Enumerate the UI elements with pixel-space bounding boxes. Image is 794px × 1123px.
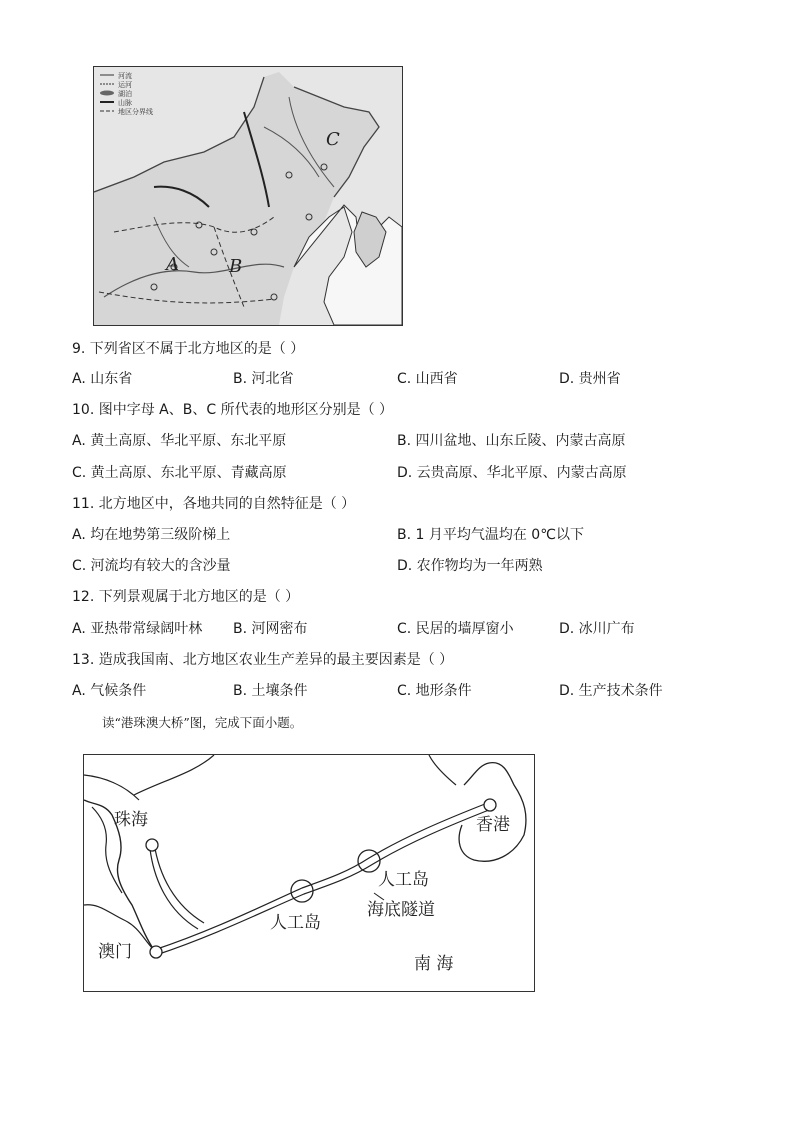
q9-option-c: C. 山西省	[397, 371, 458, 387]
q12-option-c: C. 民居的墙厚窗小	[397, 621, 514, 637]
q13-option-c: C. 地形条件	[397, 683, 472, 699]
q11-option-d: D. 农作物均为一年两熟	[397, 558, 543, 574]
question-10: 10. 图中字母 A、B、C 所代表的地形区分别是（ ）	[72, 402, 394, 418]
q13-option-a: A. 气候条件	[72, 683, 147, 699]
q12-option-d: D. 冰川广布	[559, 621, 635, 637]
reading-intro: 读“港珠澳大桥”图，完成下面小题。	[102, 715, 303, 730]
label-tunnel: 海底隧道	[367, 900, 435, 920]
q11-option-b: B. 1 月平均气温均在 0℃以下	[397, 527, 584, 543]
label-macau: 澳门	[98, 942, 132, 962]
label-b: B	[229, 256, 243, 277]
q10-option-a: A. 黄土高原、华北平原、东北平原	[72, 433, 287, 449]
hzmb-map-svg	[84, 755, 534, 991]
legend-river: 河流	[118, 72, 132, 80]
q10-option-d: D. 云贵高原、华北平原、内蒙古高原	[397, 465, 627, 481]
question-13: 13. 造成我国南、北方地区农业生产差异的最主要因素是（ ）	[72, 652, 454, 668]
label-hongkong: 香港	[476, 815, 510, 835]
question-12: 12. 下列景观属于北方地区的是（ ）	[72, 589, 300, 605]
label-c: C	[326, 129, 340, 150]
q11-option-a: A. 均在地势第三级阶梯上	[72, 527, 231, 543]
hzmb-map	[83, 754, 535, 992]
legend-boundary: 地区分界线	[118, 108, 153, 116]
question-9: 9. 下列省区不属于北方地区的是（ ）	[72, 341, 305, 357]
north-china-map	[93, 66, 403, 326]
label-zhuhai: 珠海	[114, 810, 148, 830]
north-china-map-svg	[94, 67, 402, 325]
q13-option-b: B. 土壤条件	[233, 683, 308, 699]
question-11: 11. 北方地区中，各地共同的自然特征是（ ）	[72, 496, 356, 512]
label-south-sea: 南 海	[414, 954, 454, 974]
legend-mountain: 山脉	[118, 99, 132, 107]
q11-option-c: C. 河流均有较大的含沙量	[72, 558, 231, 574]
legend-canal: 运河	[118, 81, 132, 89]
q10-option-c: C. 黄土高原、东北平原、青藏高原	[72, 465, 287, 481]
q9-option-b: B. 河北省	[233, 371, 294, 387]
q10-option-b: B. 四川盆地、山东丘陵、内蒙古高原	[397, 433, 626, 449]
q9-option-d: D. 贵州省	[559, 371, 621, 387]
label-island-upper: 人工岛	[378, 870, 429, 890]
q9-option-a: A. 山东省	[72, 371, 133, 387]
map-legend	[100, 71, 153, 116]
q12-option-b: B. 河网密布	[233, 621, 308, 637]
label-a: A	[166, 254, 179, 275]
q12-option-a: A. 亚热带常绿阔叶林	[72, 621, 203, 637]
q13-option-d: D. 生产技术条件	[559, 683, 663, 699]
legend-lake: 湖泊	[118, 90, 132, 98]
label-island-lower: 人工岛	[270, 913, 321, 933]
